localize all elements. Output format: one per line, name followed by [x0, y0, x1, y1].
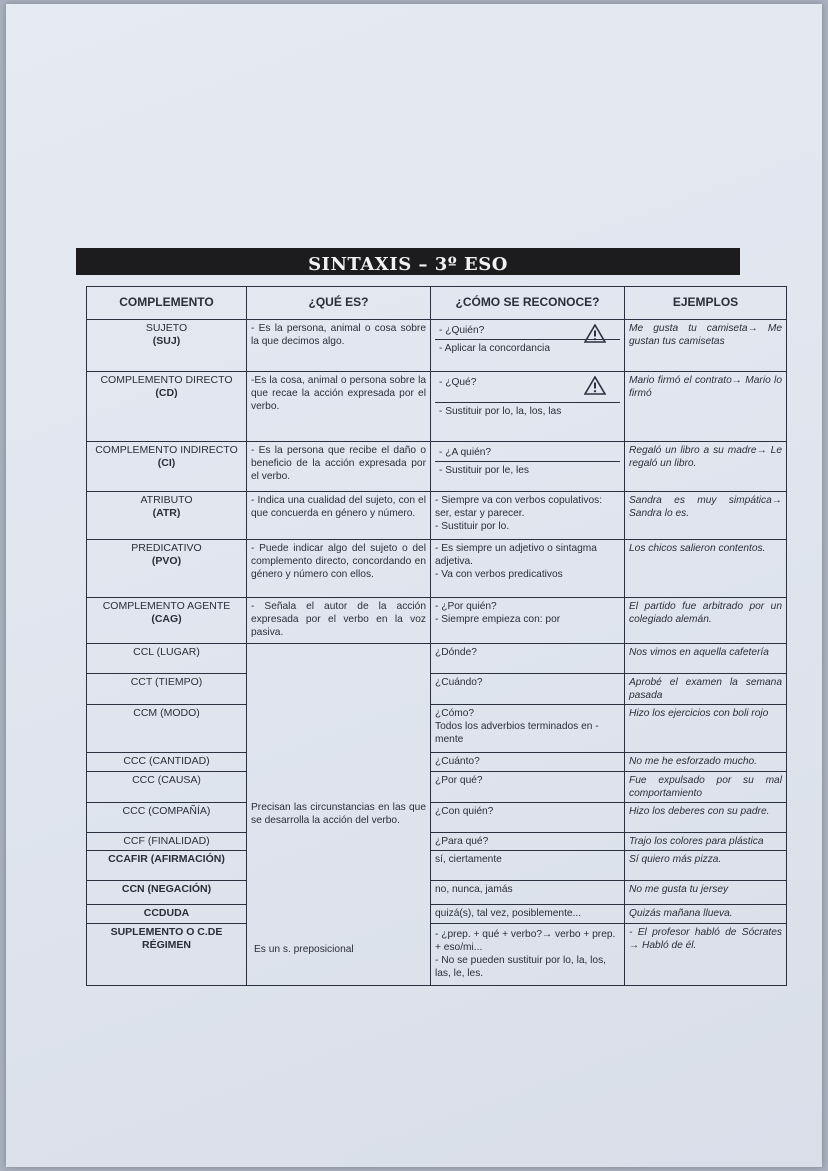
- syntax-table: [86, 286, 787, 986]
- recognition-line: [435, 322, 620, 339]
- complement-abbr: (CD): [155, 387, 178, 400]
- recognition-text: Todos los adverbios terminados en -mente: [435, 721, 599, 746]
- table-row: [87, 881, 787, 905]
- example: Aprobé el examen la semana pasada: [625, 674, 787, 705]
- recognition-text: - Sustituir por lo, la, los, las: [435, 402, 620, 420]
- table-row: [87, 540, 787, 598]
- table-row: [87, 923, 787, 985]
- complement-name: CCN (NEGACIÓN): [87, 881, 247, 905]
- recognition-text: - Sustituir por lo.: [435, 521, 510, 533]
- complement-name: [87, 598, 247, 644]
- table-row: [87, 771, 787, 802]
- table-row: [87, 644, 787, 674]
- definition: -Es la cosa, animal o persona sobre la que recae la acción expresada por el verbo.: [247, 372, 431, 442]
- recognition-text: - Siempre va con verbos copulativos: ser, estar y parecer.: [435, 495, 603, 520]
- complement-name: CCC (CAUSA): [87, 771, 247, 802]
- recognition: [431, 372, 625, 442]
- recognition: sí, ciertamente: [431, 851, 625, 881]
- complement-name: SUPLEMENTO O C.DE RÉGIMEN: [87, 923, 247, 985]
- complement-name: CCM (MODO): [87, 705, 247, 753]
- recognition-text: - ¿Por quién?: [435, 601, 497, 612]
- recognition: [431, 923, 625, 985]
- document-title: SINTAXIS – 3º ESO: [76, 248, 740, 275]
- header-que-es: ¿QUÉ ES?: [247, 287, 431, 320]
- suplemento-definition: Es un s. preposicional: [254, 944, 354, 955]
- recognition-text: - ¿A quién?: [439, 447, 492, 458]
- recognition: ¿Por qué?: [431, 771, 625, 802]
- complement-abbr: (CAG): [151, 613, 182, 626]
- paper-sheet: [6, 4, 822, 1167]
- definition: - Es la persona, animal o cosa sobre la que decimos algo.: [247, 320, 431, 372]
- example: No me gusta tu jersey: [625, 881, 787, 905]
- table-row: [87, 753, 787, 771]
- definition: - Puede indicar algo del sujeto o del complemento directo, concordando en género y número con ellos.: [247, 540, 431, 598]
- example: Sí quiero más pizza.: [625, 851, 787, 881]
- recognition: ¿Dónde?: [431, 644, 625, 674]
- complement-name: CCL (LUGAR): [87, 644, 247, 674]
- complement-label: COMPLEMENTO INDIRECTO: [95, 444, 238, 456]
- table-row: [87, 851, 787, 881]
- example: Mario firmó el contrato→ Mario lo firmó: [625, 372, 787, 442]
- example: - El profesor habló de Sócrates → Habló de él.: [625, 923, 787, 985]
- table-row: [87, 905, 787, 923]
- complement-name: CCC (COMPAÑÍA): [87, 802, 247, 832]
- complement-label: PREDICATIVO: [131, 542, 202, 554]
- complement-name: CCDUDA: [87, 905, 247, 923]
- complement-name: CCAFIR (AFIRMACIÓN): [87, 851, 247, 881]
- example: Sandra es muy simpática→ Sandra lo es.: [625, 492, 787, 540]
- table-row: [87, 320, 787, 372]
- example: Hizo los ejercicios con boli rojo: [625, 705, 787, 753]
- header-como: ¿CÓMO SE RECONOCE?: [431, 287, 625, 320]
- warning-icon: [584, 376, 606, 399]
- table-row: [87, 674, 787, 705]
- table-row: [87, 832, 787, 850]
- example: Nos vimos en aquella cafetería: [625, 644, 787, 674]
- recognition-text: - Es siempre un adjetivo o sintagma adjetiva.: [435, 543, 597, 568]
- definition: - Indica una cualidad del sujeto, con el que concuerda en género y número.: [247, 492, 431, 540]
- complement-name: [87, 540, 247, 598]
- example: Me gusta tu camiseta→ Me gustan tus camisetas: [625, 320, 787, 372]
- complement-name: [87, 442, 247, 492]
- recognition: [431, 442, 625, 492]
- recognition-text: - ¿Quién?: [439, 325, 485, 336]
- table-row: [87, 372, 787, 442]
- warning-icon: [584, 324, 606, 347]
- recognition: [431, 320, 625, 372]
- recognition: ¿Cuándo?: [431, 674, 625, 705]
- complement-name: CCF (FINALIDAD): [87, 832, 247, 850]
- recognition-text: - ¿prep. + qué + verbo?→ verbo + prep. + eso/mi...: [435, 928, 616, 953]
- definition: - Señala el autor de la acción expresada por el verbo en la voz pasiva.: [247, 598, 431, 644]
- recognition-text: - Va con verbos predicativos: [435, 569, 563, 581]
- table-row: [87, 705, 787, 753]
- example: Hizo los deberes con su padre.: [625, 802, 787, 832]
- table-row: [87, 598, 787, 644]
- recognition: quizá(s), tal vez, posiblemente...: [431, 905, 625, 923]
- table-row: [87, 442, 787, 492]
- recognition: ¿Con quién?: [431, 802, 625, 832]
- recognition-text: - Siempre empieza con: por: [435, 614, 561, 626]
- complement-label: SUJETO: [145, 322, 188, 334]
- complement-abbr: (ATR): [152, 507, 181, 520]
- example: El partido fue arbitrado por un colegiado alemán.: [625, 598, 787, 644]
- recognition: [431, 540, 625, 598]
- header-complemento: COMPLEMENTO: [87, 287, 247, 320]
- complement-name: CCT (TIEMPO): [87, 674, 247, 705]
- table-header-row: [87, 287, 787, 320]
- complement-label: COMPLEMENTO AGENTE: [102, 600, 231, 612]
- complement-abbr: (SUJ): [152, 335, 181, 348]
- table-row: [87, 802, 787, 832]
- definition: - Es la persona que recibe el daño o beneficio de la acción expresada por el verbo.: [247, 442, 431, 492]
- recognition: [431, 705, 625, 753]
- recognition: no, nunca, jamás: [431, 881, 625, 905]
- recognition: [431, 492, 625, 540]
- example: Trajo los colores para plástica: [625, 832, 787, 850]
- example: Quizás mañana llueva.: [625, 905, 787, 923]
- complement-name: [87, 320, 247, 372]
- complement-label: COMPLEMENTO DIRECTO: [100, 374, 233, 386]
- example: Fue expulsado por su mal comportamiento: [625, 771, 787, 802]
- complement-label: ATRIBUTO: [140, 494, 193, 506]
- example: No me he esforzado mucho.: [625, 753, 787, 771]
- complement-abbr: (CI): [157, 457, 176, 470]
- recognition-text: - ¿Qué?: [439, 377, 477, 388]
- header-ejemplos: EJEMPLOS: [625, 287, 787, 320]
- recognition: [431, 598, 625, 644]
- recognition-text: - Aplicar la concordancia: [435, 339, 620, 357]
- recognition-text: - Sustituir por le, les: [435, 461, 620, 479]
- definition: Precisan las circunstancias en las que se desarrolla la acción del verbo.: [247, 644, 431, 986]
- example: Regaló un libro a su madre→ Le regaló un libro.: [625, 442, 787, 492]
- complement-abbr: (PVO): [151, 555, 182, 568]
- recognition-line: [435, 374, 620, 402]
- recognition-text: ¿Cómo?: [435, 708, 475, 720]
- recognition: ¿Cuánto?: [431, 753, 625, 771]
- table-row: [87, 492, 787, 540]
- recognition-text: - No se pueden sustituir por lo, la, los, las, le, les.: [435, 955, 607, 980]
- complement-name: [87, 372, 247, 442]
- complement-name: CCC (CANTIDAD): [87, 753, 247, 771]
- complement-name: [87, 492, 247, 540]
- example: Los chicos salieron contentos.: [625, 540, 787, 598]
- recognition: ¿Para qué?: [431, 832, 625, 850]
